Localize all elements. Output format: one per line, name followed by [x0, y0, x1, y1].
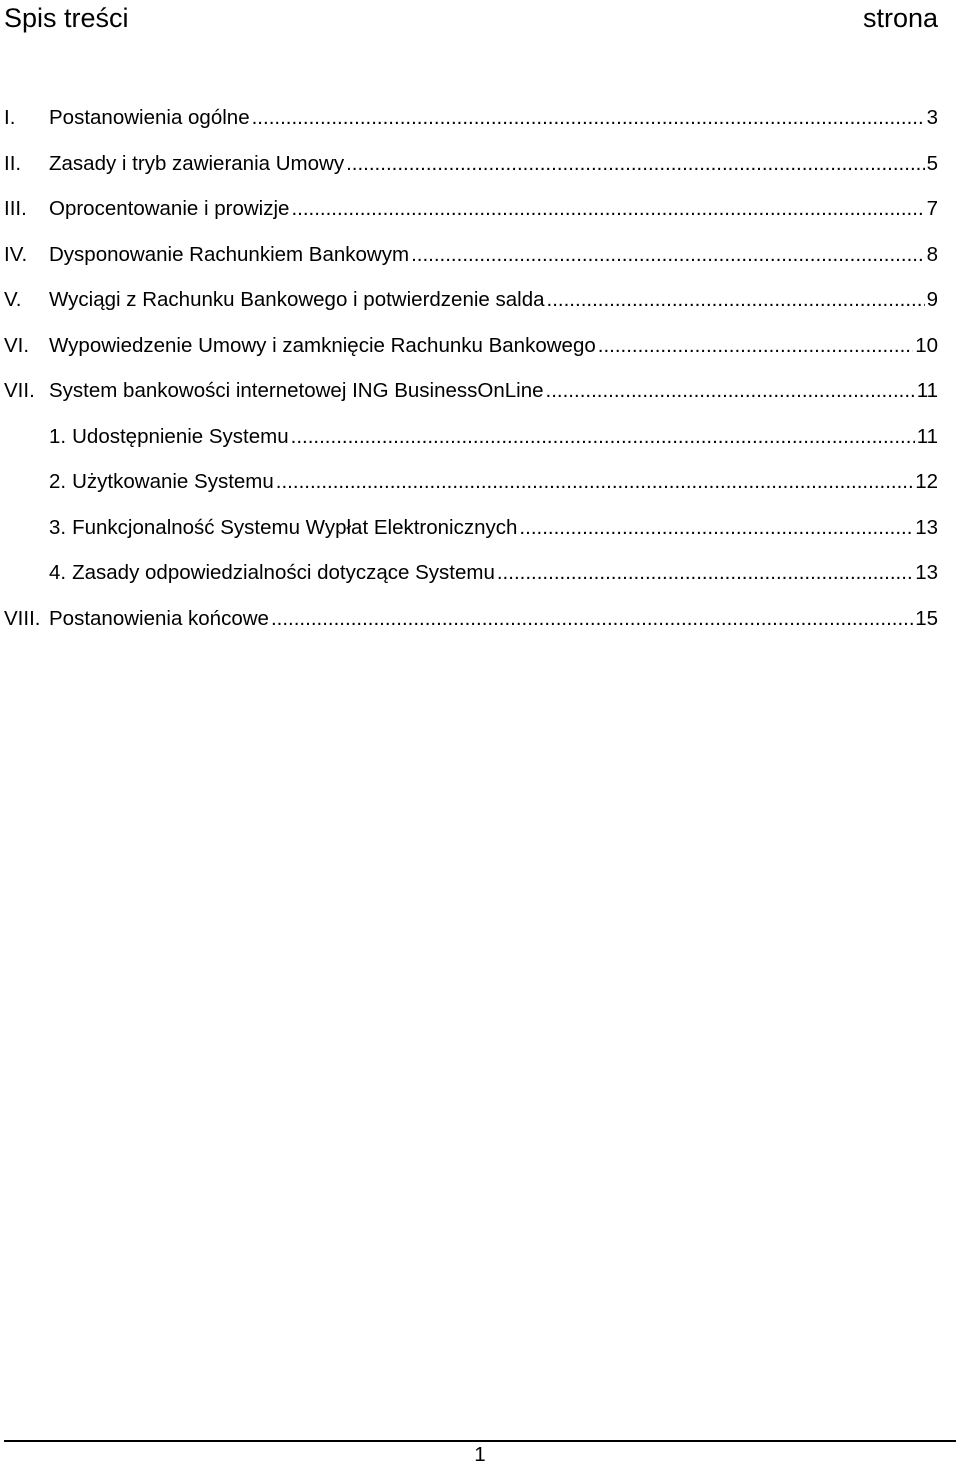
dot-leader: [252, 95, 925, 141]
toc-entry-page: 9: [926, 288, 938, 311]
toc-entry-page: 11: [916, 424, 938, 448]
page-title: Spis treści: [4, 2, 129, 33]
toc-entry[interactable]: [4, 95, 938, 141]
dot-leader: [546, 368, 915, 414]
toc-entry-number: 4.: [49, 561, 67, 584]
toc-entry-title: Zasady i tryb zawierania Umowy: [49, 151, 345, 175]
toc-entry-number: VII.: [4, 379, 35, 402]
toc-entry-title: Dysponowanie Rachunkiem Bankowym: [49, 242, 410, 266]
toc-entry[interactable]: [4, 323, 938, 369]
page-column-label: strona: [862, 2, 938, 33]
toc-entry-page: 13: [915, 561, 938, 584]
toc-entry-number: 1.: [49, 424, 67, 448]
toc-entry-number: IV.: [4, 242, 28, 266]
toc-subentry[interactable]: [4, 505, 938, 551]
toc-entry-page: 15: [915, 606, 938, 630]
toc-entry-number: II.: [4, 151, 22, 175]
toc-list: [4, 95, 938, 641]
toc-subentry[interactable]: [4, 550, 938, 596]
toc-entry[interactable]: [4, 596, 938, 642]
toc-entry-number: 3.: [49, 515, 67, 539]
page-number: 1: [474, 1443, 486, 1466]
toc-entry-page: 10: [915, 333, 938, 357]
toc-entry-number: III.: [4, 197, 27, 220]
toc-entry[interactable]: [4, 277, 938, 323]
toc-entry[interactable]: [4, 232, 938, 278]
dot-leader: [346, 141, 925, 187]
toc-subentry[interactable]: [4, 414, 938, 460]
toc-entry-title: Oprocentowanie i prowizje: [49, 197, 290, 220]
dot-leader: [411, 232, 925, 278]
toc-entry[interactable]: [4, 141, 938, 187]
toc-entry-page: 13: [915, 515, 938, 539]
dot-leader: [276, 459, 913, 505]
dot-leader: [598, 323, 913, 369]
toc-entry-page: 12: [915, 470, 938, 493]
toc-subentry[interactable]: [4, 459, 938, 505]
toc-entry-title: Udostępnienie Systemu: [72, 424, 289, 448]
toc-entry-title: Postanowienia ogólne: [49, 106, 250, 129]
toc-entry-title: Wyciągi z Rachunku Bankowego i potwierdzenie salda: [49, 288, 545, 311]
toc-entry-page: 5: [926, 151, 938, 175]
toc-entry-number: I.: [4, 106, 16, 129]
toc-entry-title: Funkcjonalność Systemu Wypłat Elektronicznych: [72, 515, 518, 539]
toc-entry-number: 2.: [49, 470, 67, 493]
toc-entry-number: VIII.: [4, 606, 41, 630]
toc-entry-title: System bankowości internetowej ING BusinessOnLine: [49, 379, 544, 402]
dot-leader: [291, 414, 915, 460]
dot-leader: [497, 550, 913, 596]
toc-entry-title: Wypowiedzenie Umowy i zamknięcie Rachunku Bankowego: [49, 333, 596, 357]
toc-entry[interactable]: [4, 368, 938, 414]
dot-leader: [519, 505, 913, 551]
toc-entry-number: V.: [4, 288, 22, 311]
toc-entry-title: Użytkowanie Systemu: [72, 470, 274, 493]
toc-entry-title: Zasady odpowiedzialności dotyczące Systemu: [72, 561, 495, 584]
dot-leader: [291, 186, 924, 232]
toc-entry-page: 3: [926, 106, 938, 129]
footer-divider: [4, 1440, 956, 1442]
toc-entry-page: 7: [926, 197, 938, 220]
toc-entry-page: 11: [916, 379, 938, 402]
dot-leader: [271, 596, 913, 642]
toc-entry-page: 8: [926, 242, 938, 266]
toc-header: [4, 0, 938, 36]
toc-entry-number: VI.: [4, 333, 30, 357]
dot-leader: [547, 277, 925, 323]
toc-entry[interactable]: [4, 186, 938, 232]
toc-entry-title: Postanowienia końcowe: [49, 606, 269, 630]
